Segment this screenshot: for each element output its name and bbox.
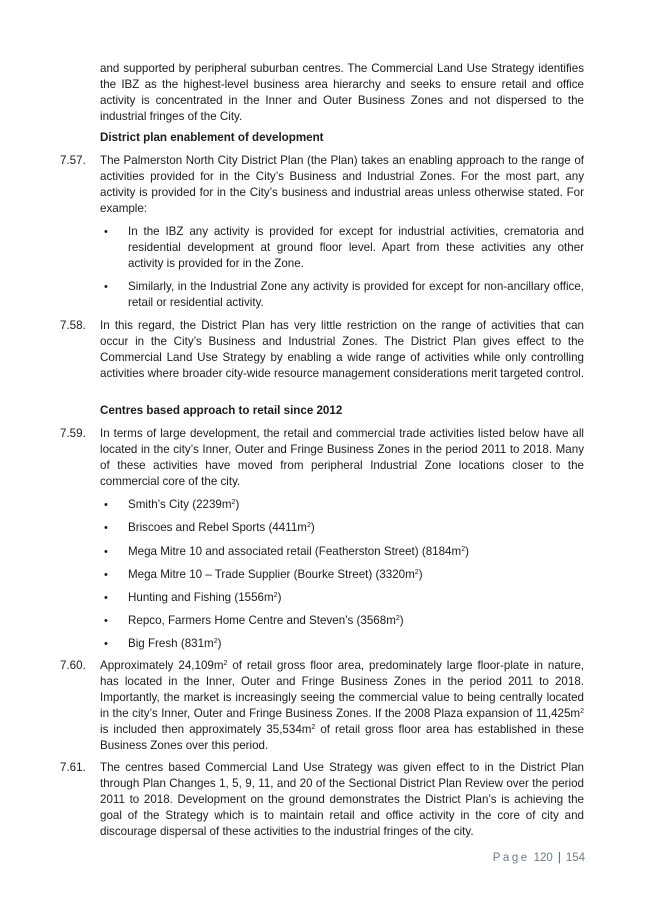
page-separator: | <box>557 852 561 864</box>
bullet-757-1: In the IBZ any activity is provided for except for industrial activities, crematoria and residential development at ground floor level. Apart from these activities any other activity is provided for in the Zone. <box>128 225 584 270</box>
bullet-icon: • <box>104 592 108 604</box>
paragraph-760: Approximately $24,109m^2$ of retail gross floor area, predominately large floor-plate in nature, has located in the Inner, Outer and Fringe Business Zones in the period 2011 to 2018. Importantly, the market is increasingly seeing the commercial value to being centrally located in the city’s Inner, Outer and Fringe Business Zones. If the 2008 Plaza expansion of $11,425m^2$ is included then approximately $35,534m^2$ of retail gross floor area has established in these Business Zones over this period. <box>100 659 584 752</box>
list-item-mega-mitre-trade: Mega Mitre 10 – Trade Supplier (Bourke Street) $(3320m^2)$ <box>128 568 423 581</box>
bullet-icon: • <box>104 499 108 511</box>
total-pages: 154 <box>565 852 585 864</box>
paragraph-number-757: 7.57. <box>60 154 86 167</box>
bullet-icon: • <box>104 638 108 650</box>
paragraph-number-761: 7.61. <box>60 761 86 774</box>
paragraph-number-759: 7.59. <box>60 427 86 440</box>
heading-centres-based: Centres based approach to retail since 2012 <box>100 404 343 417</box>
bullet-icon: • <box>104 615 108 627</box>
bullet-icon: • <box>104 569 108 581</box>
paragraph-758: In this regard, the District Plan has very little restriction on the range of activities that can occur in the City’s Business and Industrial Zones. The District Plan gives effect to the Commercial Land Use Strategy by enabling a wide range of activities while only controlling activities where broader city-wide resource management considerations merit targeted control. <box>100 319 584 380</box>
list-item-smiths-city: Smith’s City $(2239m^2)$ <box>128 498 240 511</box>
list-item-mega-mitre-featherston: Mega Mitre 10 and associated retail (Featherston Street) $(8184m^2)$ <box>128 545 469 558</box>
list-item-big-fresh: Big Fresh $(831m^2)$ <box>128 637 222 650</box>
bullet-icon: • <box>104 546 108 558</box>
page-footer <box>493 852 585 864</box>
list-item-briscoes: Briscoes and Rebel Sports $(4411m^2)$ <box>128 521 315 534</box>
paragraph-759: In terms of large development, the retail and commercial trade activities listed below have all located in the city’s Inner, Outer and Fringe Business Zones in the period 2011 to 2018. Many of these activities have moved from peripheral Industrial Zone locations closer to the commercial core of the city. <box>100 427 584 488</box>
bullet-757-2: Similarly, in the Industrial Zone any activity is provided for except for non-ancillary office, retail or residential activity. <box>128 280 584 309</box>
heading-district-plan: District plan enablement of development <box>100 131 324 144</box>
paragraph-761: The centres based Commercial Land Use Strategy was given effect to in the District Plan through Plan Changes 1, 5, 9, 11, and 20 of the Sectional District Plan Review over the period 2011 to 2018. Development on the ground demonstrates the District Plan’s is achieving the goal of the Strategy which is to maintain retail and office activity in the core of city and discourage dispersal of these activities to the industrial fringes of the city. <box>100 761 584 838</box>
current-page-number: 120 <box>533 852 553 864</box>
paragraph-757: The Palmerston North City District Plan (the Plan) takes an enabling approach to the range of activities provided for in the City’s Business and Industrial Zones. For the most part, any activity is provided for in the City’s business and industrial areas unless otherwise stated. For example: <box>100 154 584 215</box>
intro-paragraph: and supported by peripheral suburban centres. The Commercial Land Use Strategy identifies the IBZ as the highest-level business area hierarchy and seeks to ensure retail and office activity is concentrated in the Inner and Outer Business Zones and not dispersed to the industrial fringes of the City. <box>100 62 584 123</box>
paragraph-number-758: 7.58. <box>60 319 86 332</box>
page-label: Page <box>492 852 530 864</box>
bullet-icon: • <box>104 281 108 293</box>
bullet-icon: • <box>104 226 108 238</box>
list-item-repco: Repco, Farmers Home Centre and Steven’s $(3568m^2)$ <box>128 614 404 627</box>
paragraph-number-760: 7.60. <box>60 659 86 672</box>
list-item-hunting-fishing: Hunting and Fishing $(1556m^2)$ <box>128 591 282 604</box>
bullet-icon: • <box>104 522 108 534</box>
